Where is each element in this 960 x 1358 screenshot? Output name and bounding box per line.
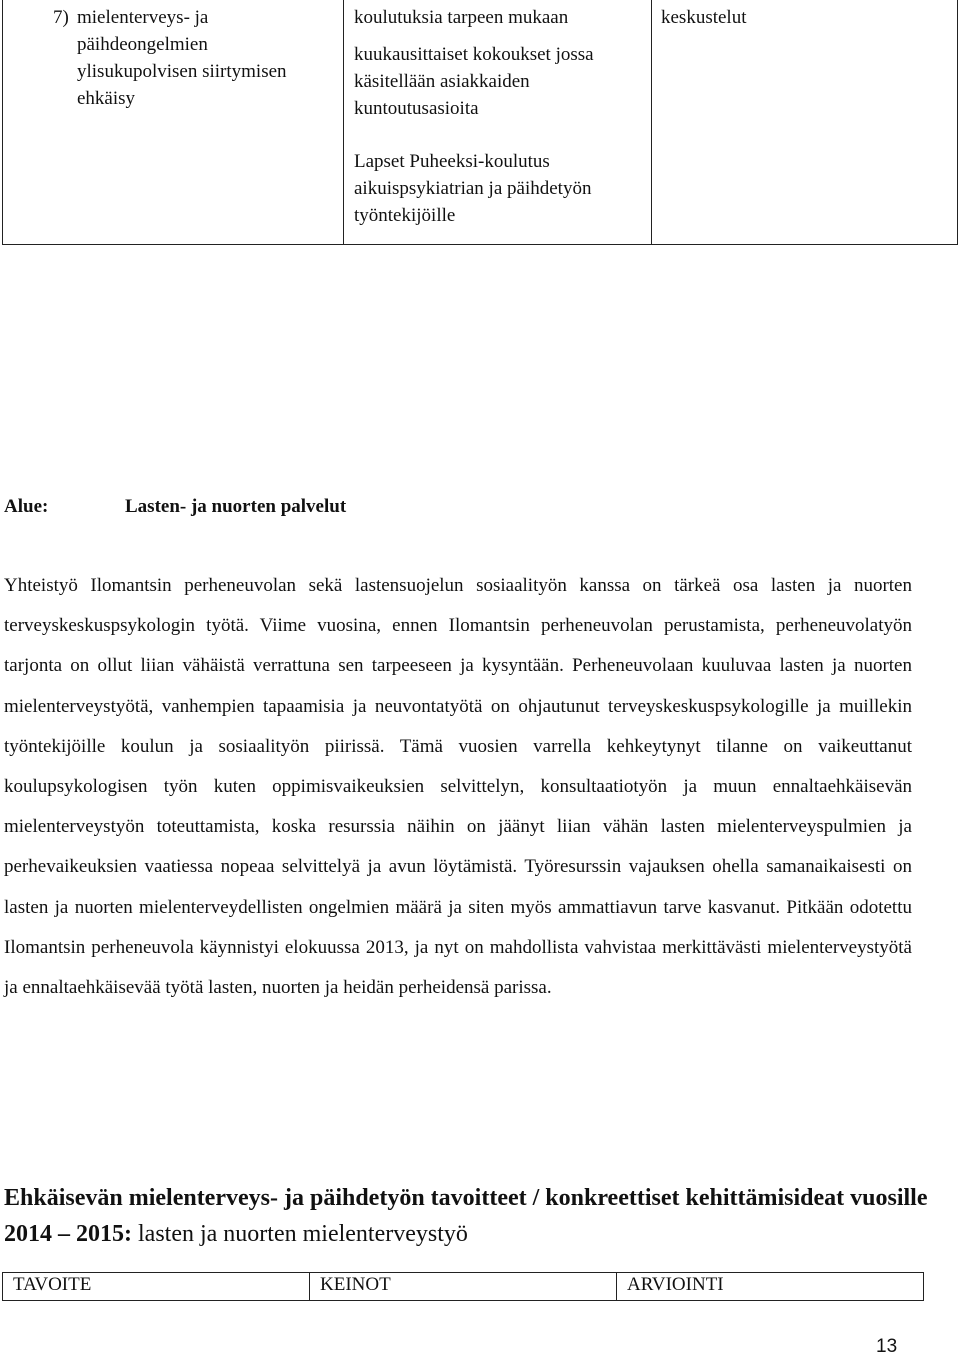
means-line: työntekijöille (354, 205, 456, 226)
goal-text (73, 4, 287, 112)
heading-bold-part: Ehkäisevän mielenterveys- ja päihdetyön tavoitteet / konkreettiset kehittämisideat vuosille 2014 – 2015: (4, 1185, 928, 1247)
page-number: 13 (876, 1336, 898, 1357)
goal-line: ylisukupolvisen siirtymisen (77, 61, 287, 82)
means-line: kuukausittaiset kokoukset jossa (354, 44, 594, 65)
means-line: koulutuksia tarpeen mukaan (354, 7, 569, 28)
goals-table (2, 1272, 924, 1301)
area-value: Lasten- ja nuorten palvelut (125, 496, 347, 517)
goal-line: mielenterveys- ja (77, 7, 209, 28)
measures-table (2, 0, 958, 245)
means-cell (344, 0, 652, 245)
means-line: käsitellään asiakkaiden (354, 71, 530, 92)
evaluation-cell (652, 0, 958, 245)
means-block (354, 4, 651, 31)
item-number: 7) (53, 7, 69, 28)
means-line: aikuispsykiatrian ja päihdetyön (354, 178, 592, 199)
means-line: kuntoutusasioita (354, 98, 479, 119)
header-keinot: KEINOT (310, 1273, 617, 1301)
body-paragraph: Yhteistyö Ilomantsin perheneuvolan sekä lastensuojelun sosiaalityön kanssa on tärkeä osa lasten ja nuorten terveyskeskuspsykologin työtä. Viime vuosina, ennen Ilomantsin perheneuvolan perustamista, perheneuvolatyön tarjonta on ollut liian vähäistä verrattuna sen tarpeeseen ja kysyntään. Perheneuvolaan kuuluvaa lasten ja nuorten mielenterveystyötä, vanhempien tapaamisia ja neuvontatyötä on ohjautunut terveyskeskuspsykologille ja muillekin työntekijöille koulun ja sosiaalityön piirissä. Tämä vuosien varrella kehkeytynyt tilanne on vaikeuttanut koulupsykologisen työn kuten oppimisvaikeuksien selvittelyn, konsultaatiotyön ja muun ennaltaehkäisevän mielenterveystyön toteuttamista, koska resurssia näihin on jäänyt liian vähän lasten mielenterveyspulmien ja perhevaikeuksien vaatiessa nopeaa selvittelyä ja avun löytämistä. Työresurssin vajauksen ohella samanaikaisesti on lasten ja nuorten mielenterveydellisten ongelmien määrä ja siten myös ammattiavun tarve kasvanut. Pitkään odotettu Ilomantsin perheneuvola käynnistyi elokuussa 2013, ja nyt on mahdollista vahvistaa merkittävästi mielenterveystyötä ja ennaltaehkäisevää työtä lasten, nuorten ja heidän perheidensä parissa. (4, 575, 912, 999)
header-tavoite: TAVOITE (3, 1273, 310, 1301)
goal-cell (3, 0, 344, 245)
section-heading (4, 1180, 934, 1252)
heading-normal-part: lasten ja nuorten mielenterveystyö (132, 1221, 468, 1247)
means-line: Lapset Puheeksi-koulutus (354, 151, 550, 172)
goal-line: päihdeongelmien (77, 34, 208, 55)
means-block (354, 41, 651, 122)
goal-line: ehkäisy (77, 88, 136, 109)
means-block (354, 148, 651, 229)
area-label: Alue: (4, 496, 49, 517)
header-arviointi: ARVIOINTI (617, 1273, 924, 1301)
evaluation-text: keskustelut (661, 7, 747, 28)
